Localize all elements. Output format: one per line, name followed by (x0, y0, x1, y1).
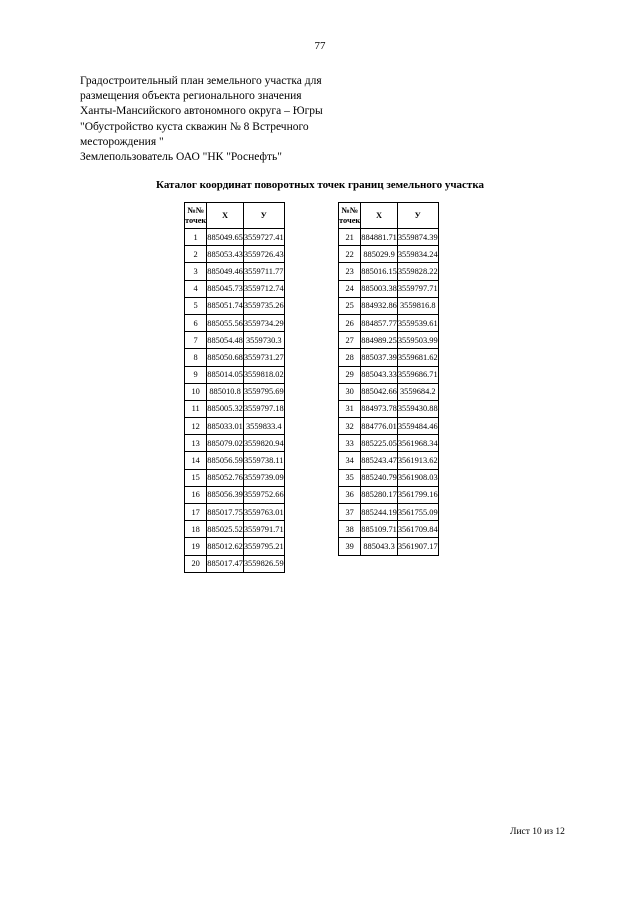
cell-x: 884932.86 (361, 297, 398, 314)
cell-y: 3559874.39 (397, 229, 438, 246)
table-row (185, 280, 285, 297)
cell-y: 3559503.99 (397, 332, 438, 349)
table-row (185, 229, 285, 246)
cell-x: 885014.05 (207, 366, 244, 383)
table-row (339, 452, 439, 469)
cell-y: 3561799.16 (397, 486, 438, 503)
header-line: размещения объекта регионального значения (80, 90, 302, 103)
cell-y: 3559816.8 (397, 297, 438, 314)
table-row (185, 332, 285, 349)
cell-point-number: 11 (185, 400, 207, 417)
table-row (185, 452, 285, 469)
cell-point-number: 25 (339, 297, 361, 314)
cell-point-number: 3 (185, 263, 207, 280)
table-row (339, 383, 439, 400)
table-row (339, 246, 439, 263)
header-num-line2: точек (339, 215, 361, 225)
cell-x: 885043.3 (361, 538, 398, 555)
header-num-line1: №№ (341, 205, 359, 215)
cell-y: 3559818.02 (243, 366, 284, 383)
cell-point-number: 19 (185, 538, 207, 555)
cell-y: 3559734.29 (243, 314, 284, 331)
cell-point-number: 28 (339, 349, 361, 366)
header-line: Ханты-Мансийского автономного округа – Югры (80, 105, 323, 118)
cell-x: 885050.68 (207, 349, 244, 366)
cell-x: 885010.8 (207, 383, 244, 400)
cell-x: 884989.25 (361, 332, 398, 349)
table-row (339, 435, 439, 452)
cell-y: 3561908.03 (397, 469, 438, 486)
cell-y: 3559795.21 (243, 538, 284, 555)
table-row (185, 538, 285, 555)
table-row (339, 314, 439, 331)
cell-point-number: 13 (185, 435, 207, 452)
cell-point-number: 7 (185, 332, 207, 349)
cell-point-number: 14 (185, 452, 207, 469)
cell-x: 885037.39 (361, 349, 398, 366)
cell-point-number: 27 (339, 332, 361, 349)
header-line: Градостроительный план земельного участка для (80, 75, 322, 87)
sheet-footer: Лист 10 из 12 (510, 827, 565, 837)
cell-point-number: 26 (339, 314, 361, 331)
cell-point-number: 1 (185, 229, 207, 246)
table-row (339, 400, 439, 417)
cell-x: 885109.71 (361, 521, 398, 538)
table-row (185, 521, 285, 538)
cell-point-number: 6 (185, 314, 207, 331)
cell-y: 3559711.77 (243, 263, 284, 280)
cell-y: 3559833.4 (243, 418, 284, 435)
cell-x: 885033.01 (207, 418, 244, 435)
cell-x: 885003.38 (361, 280, 398, 297)
cell-x: 885056.59 (207, 452, 244, 469)
table-row (339, 504, 439, 521)
cell-point-number: 12 (185, 418, 207, 435)
cell-x: 885056.39 (207, 486, 244, 503)
catalog-title: Каталог координат поворотных точек границ земельного участка (155, 179, 484, 191)
table-row (339, 521, 439, 538)
cell-point-number: 34 (339, 452, 361, 469)
cell-point-number: 32 (339, 418, 361, 435)
table-row (185, 418, 285, 435)
cell-x: 885280.17 (361, 486, 398, 503)
cell-x: 885049.46 (207, 263, 244, 280)
table-row (339, 229, 439, 246)
cell-y: 3559828.22 (397, 263, 438, 280)
cell-y: 3559484.46 (397, 418, 438, 435)
cell-x: 885049.65 (207, 229, 244, 246)
cell-x: 885054.48 (207, 332, 244, 349)
cell-point-number: 20 (185, 555, 207, 572)
cell-point-number: 38 (339, 521, 361, 538)
table-row (185, 314, 285, 331)
cell-x: 885240.79 (361, 469, 398, 486)
table-row (339, 538, 439, 555)
cell-x: 885052.76 (207, 469, 244, 486)
header-line: "Обустройство куста скважин № 8 Встречного (80, 120, 309, 133)
table-row (339, 332, 439, 349)
coordinates-table-right (338, 202, 439, 556)
header-line: месторождения " (80, 135, 164, 148)
cell-x: 884973.78 (361, 400, 398, 417)
cell-x: 885043.33 (361, 366, 398, 383)
cell-y: 3559795.69 (243, 383, 284, 400)
cell-y: 3559727.41 (243, 229, 284, 246)
cell-x: 885045.73 (207, 280, 244, 297)
page-number: 77 (314, 40, 326, 52)
table-row (185, 263, 285, 280)
cell-point-number: 39 (339, 538, 361, 555)
cell-y: 3561709.84 (397, 521, 438, 538)
cell-y: 3559430.88 (397, 400, 438, 417)
table-row (185, 246, 285, 263)
cell-point-number: 35 (339, 469, 361, 486)
cell-x: 885051.74 (207, 297, 244, 314)
cell-point-number: 31 (339, 400, 361, 417)
cell-x: 885244.19 (361, 504, 398, 521)
cell-point-number: 18 (185, 521, 207, 538)
cell-x: 885017.75 (207, 504, 244, 521)
table-row (185, 366, 285, 383)
cell-x: 884776.01 (361, 418, 398, 435)
cell-y: 3559738.11 (243, 452, 284, 469)
cell-x: 885225.05 (361, 435, 398, 452)
cell-x: 885053.43 (207, 246, 244, 263)
header-x: X (361, 203, 398, 229)
plan-header (80, 74, 380, 165)
table-row (185, 435, 285, 452)
header-num-line2: точек (185, 215, 207, 225)
cell-point-number: 33 (339, 435, 361, 452)
cell-point-number: 24 (339, 280, 361, 297)
cell-point-number: 16 (185, 486, 207, 503)
header-x: X (207, 203, 244, 229)
cell-x: 885017.47 (207, 555, 244, 572)
cell-y: 3559681.62 (397, 349, 438, 366)
table-row (185, 469, 285, 486)
cell-y: 3561755.09 (397, 504, 438, 521)
table-row (185, 383, 285, 400)
cell-y: 3561968.34 (397, 435, 438, 452)
cell-point-number: 17 (185, 504, 207, 521)
cell-y: 3559539.61 (397, 314, 438, 331)
cell-y: 3559797.18 (243, 400, 284, 417)
header-y: У (243, 203, 284, 229)
cell-point-number: 4 (185, 280, 207, 297)
table-row (185, 555, 285, 572)
cell-point-number: 2 (185, 246, 207, 263)
table-row (339, 418, 439, 435)
cell-y: 3561913.62 (397, 452, 438, 469)
table-row (185, 504, 285, 521)
cell-x: 885055.56 (207, 314, 244, 331)
cell-y: 3559731.27 (243, 349, 284, 366)
cell-y: 3559712.74 (243, 280, 284, 297)
cell-y: 3559752.66 (243, 486, 284, 503)
coordinates-table-left (184, 202, 285, 573)
cell-y: 3559820.94 (243, 435, 284, 452)
table-row (185, 400, 285, 417)
cell-y: 3559735.26 (243, 297, 284, 314)
table-row (339, 280, 439, 297)
cell-y: 3559826.59 (243, 555, 284, 572)
cell-point-number: 21 (339, 229, 361, 246)
cell-y: 3559730.3 (243, 332, 284, 349)
cell-y: 3559684.2 (397, 383, 438, 400)
table-row (339, 263, 439, 280)
table-row (339, 486, 439, 503)
header-point-number (339, 203, 361, 229)
cell-x: 885042.66 (361, 383, 398, 400)
table-row (339, 366, 439, 383)
cell-x: 885079.02 (207, 435, 244, 452)
cell-point-number: 8 (185, 349, 207, 366)
table-header-row (185, 203, 285, 229)
cell-y: 3559726.43 (243, 246, 284, 263)
table-row (185, 297, 285, 314)
cell-x: 885025.52 (207, 521, 244, 538)
table-header-row (339, 203, 439, 229)
cell-point-number: 10 (185, 383, 207, 400)
table-row (339, 349, 439, 366)
table-row (339, 297, 439, 314)
cell-point-number: 37 (339, 504, 361, 521)
cell-point-number: 22 (339, 246, 361, 263)
cell-x: 885012.62 (207, 538, 244, 555)
cell-y: 3559763.01 (243, 504, 284, 521)
cell-x: 884857.77 (361, 314, 398, 331)
cell-y: 3561907.17 (397, 538, 438, 555)
header-point-number (185, 203, 207, 229)
cell-x: 885243.47 (361, 452, 398, 469)
cell-point-number: 29 (339, 366, 361, 383)
cell-y: 3559797.71 (397, 280, 438, 297)
cell-point-number: 36 (339, 486, 361, 503)
cell-x: 885029.9 (361, 246, 398, 263)
cell-y: 3559739.09 (243, 469, 284, 486)
table-body (339, 229, 439, 556)
cell-point-number: 5 (185, 297, 207, 314)
header-line: Землепользователь ОАО "НК "Роснефть" (80, 151, 282, 164)
cell-point-number: 30 (339, 383, 361, 400)
table-body (185, 229, 285, 573)
table-row (185, 349, 285, 366)
cell-point-number: 9 (185, 366, 207, 383)
cell-x: 884881.71 (361, 229, 398, 246)
cell-point-number: 15 (185, 469, 207, 486)
cell-x: 885005.32 (207, 400, 244, 417)
cell-y: 3559686.71 (397, 366, 438, 383)
cell-y: 3559834.24 (397, 246, 438, 263)
table-row (185, 486, 285, 503)
header-y: У (397, 203, 438, 229)
cell-x: 885016.15 (361, 263, 398, 280)
cell-y: 3559791.71 (243, 521, 284, 538)
table-row (339, 469, 439, 486)
header-num-line1: №№ (187, 205, 205, 215)
cell-point-number: 23 (339, 263, 361, 280)
